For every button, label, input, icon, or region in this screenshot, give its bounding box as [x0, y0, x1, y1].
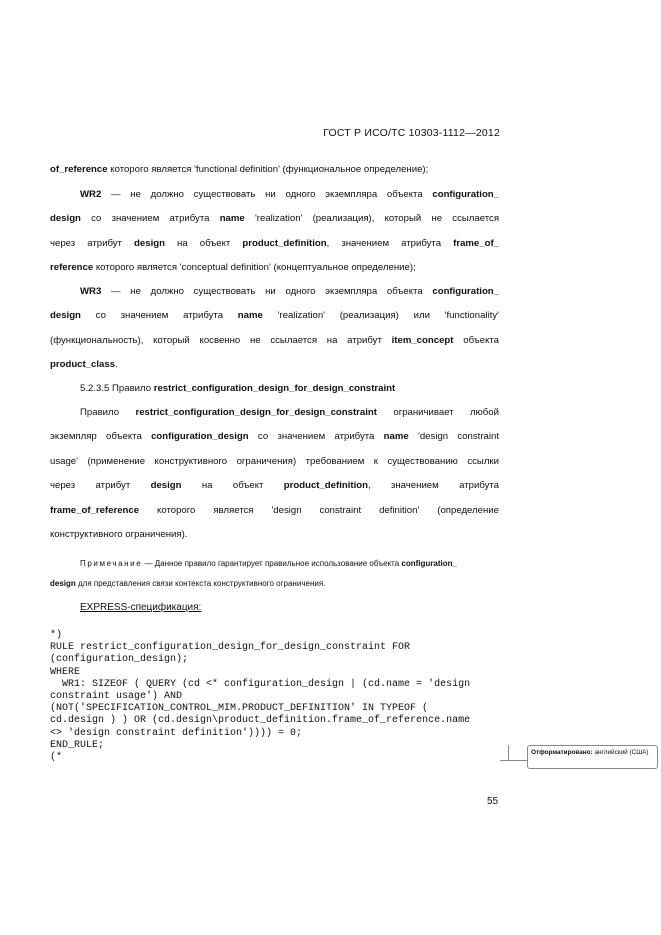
code-line: <> 'design constraint definition')))) = 0;	[50, 727, 303, 739]
term: configuration_design	[151, 431, 249, 443]
text: которого является 'functional definition' (функциональное определение);	[107, 164, 429, 175]
text: — Данное правило гарантирует правильное использование объекта	[142, 559, 402, 568]
express-code-block	[50, 630, 500, 764]
text: .	[115, 359, 118, 371]
term: design	[150, 480, 182, 492]
note	[50, 554, 499, 594]
term: name	[237, 310, 263, 322]
code-line: WHERE	[50, 666, 81, 678]
format-comment-balloon[interactable]	[527, 745, 658, 769]
code-line: RULE restrict_configuration_design_for_design_constraint FOR	[50, 642, 411, 654]
text: через атрибут	[50, 237, 135, 249]
text: которого является 'design constraint definition' (определение	[139, 504, 499, 516]
express-specification-heading: EXPRESS-спецификация:	[80, 602, 202, 613]
paragraph-functional-definition	[50, 158, 499, 182]
comment-connector	[508, 745, 509, 761]
text: для представления связи контекста конструктивного ограничения.	[75, 579, 326, 588]
term: of_reference	[50, 164, 108, 175]
term: design	[134, 237, 165, 249]
comment-text: английский (США)	[592, 749, 649, 756]
text: 'design constraint	[408, 431, 499, 443]
term: configuration_	[432, 286, 499, 297]
paragraph-wr2	[50, 183, 499, 281]
text: — не должно существовать ни одного экземпляра объекта	[101, 286, 433, 297]
text: со значением атрибута	[248, 431, 384, 443]
text: конструктивного ограничения).	[50, 529, 188, 541]
section-heading	[50, 377, 499, 401]
term: WR2	[80, 189, 102, 200]
term: design	[50, 213, 81, 225]
term: design	[50, 579, 76, 588]
term: WR3	[80, 286, 102, 297]
text: usage' (применение конструктивного ограничения) требованием к существованию ссылки	[50, 455, 499, 467]
note-label: Примечание	[80, 559, 143, 568]
text: , значением атрибута	[326, 237, 454, 249]
text: через атрибут	[50, 480, 151, 492]
code-line: WR1: SIZEOF ( QUERY (cd <* configuration_design | (cd.name = 'design	[50, 678, 471, 690]
text: Правило	[80, 407, 136, 418]
term: configuration_	[401, 559, 457, 568]
term: product_definition	[283, 480, 368, 492]
code-line: *)	[50, 630, 63, 641]
page-number: 55	[487, 796, 499, 807]
text: со значением атрибута	[80, 213, 220, 225]
text: экземпляр объекта	[50, 431, 152, 443]
text: которого является 'conceptual definition' (концептуальное определение);	[93, 262, 416, 274]
text: , значением атрибута	[367, 480, 499, 492]
text: — не должно существовать ни одного экземпляра объекта	[101, 189, 433, 200]
code-line: cd.design ) ) OR (cd.design\product_definition.frame_of_reference.name	[50, 715, 471, 727]
text: 'realization' (реализация) или 'functionality'	[262, 310, 499, 322]
paragraph-rule-description	[50, 401, 499, 547]
section-title: restrict_configuration_design_for_design_constraint	[153, 383, 396, 394]
code-line: (configuration_design);	[50, 654, 189, 666]
term: name	[383, 431, 409, 443]
code-line: (*	[50, 752, 63, 764]
section-number: 5.2.3.5 Правило	[80, 383, 154, 394]
term: restrict_configuration_design_for_design_constraint	[135, 407, 377, 418]
text: объекта	[453, 334, 500, 346]
code-line: (NOT('SPECIFICATION_CONTROL_MIM.PRODUCT_DEFINITION' IN TYPEOF (	[50, 703, 429, 715]
code-line: END_RULE;	[50, 739, 105, 751]
term: name	[219, 213, 245, 225]
text: на объект	[164, 237, 243, 249]
term: item_concept	[391, 334, 454, 346]
text: ограничивает любой	[376, 407, 499, 418]
term: reference	[50, 262, 94, 274]
text: со значением атрибута	[80, 310, 238, 322]
term: product_class	[50, 359, 116, 371]
term: design	[50, 310, 81, 322]
page-header: ГОСТ Р ИСО/ТС 10303-1112—2012	[323, 127, 500, 139]
code-line: constraint usage') AND	[50, 691, 183, 703]
term: configuration_	[432, 189, 499, 200]
term: product_definition	[242, 237, 327, 249]
term: frame_of_reference	[50, 504, 140, 516]
comment-label: Отформатировано:	[531, 749, 593, 756]
comment-connector	[500, 760, 527, 761]
text: 'realization' (реализация), который не ссылается	[244, 213, 500, 225]
paragraph-wr3	[50, 280, 499, 378]
term: frame_of_	[453, 237, 499, 249]
text: (функциональность), который косвенно не ссылается на атрибут	[50, 334, 392, 346]
text: на объект	[181, 480, 284, 492]
